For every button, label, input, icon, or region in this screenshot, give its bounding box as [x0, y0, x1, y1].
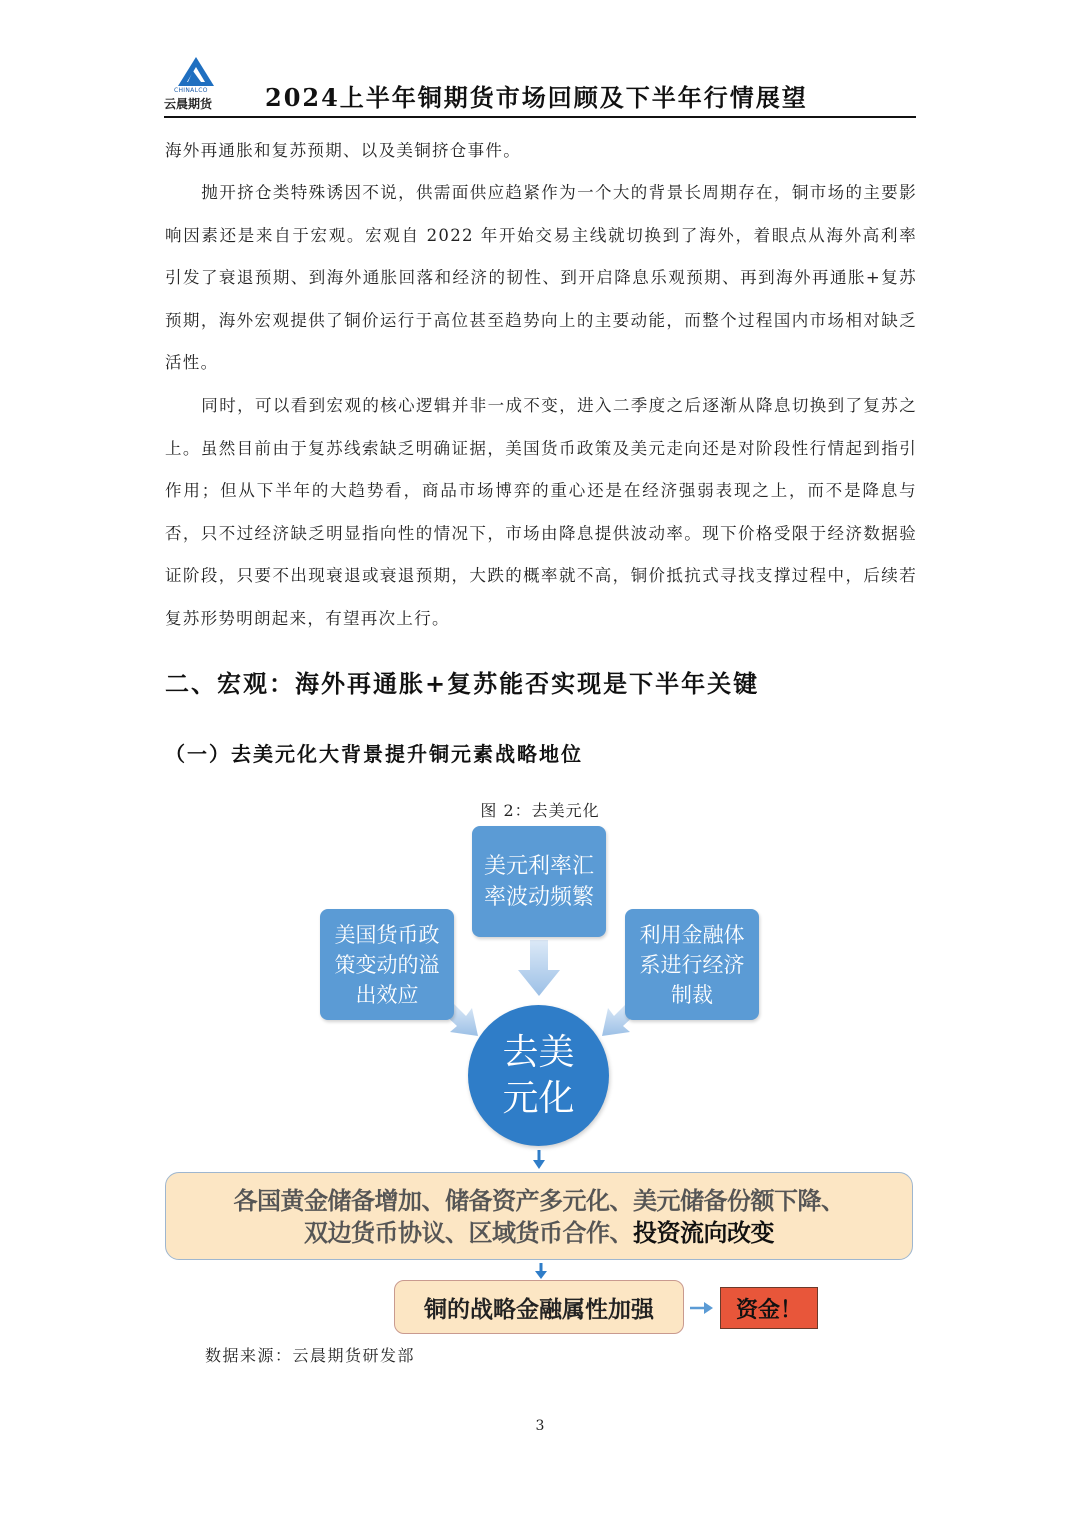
fund-box: 资金！	[720, 1287, 818, 1329]
outcome-line-1: 各国黄金储备增加、储备资产多元化、美元储备份额下降、	[233, 1187, 845, 1215]
logo-english-text: CHINALCO	[174, 87, 208, 94]
paragraph-recovery: 同时，可以看到宏观的核心逻辑并非一成不变，进入二季度之后逐渐从降息切换到了复苏之上。虽然目前由于复苏线索缺乏明确证据，美国货币政策及美元走向还是对阶段性行情起到指引作用；但从下半年的大趋势看，商品市场博弈的重心还是在经济强弱表现之上，而不是降息与否，只不过经济缺乏明显指向性的情况下，市场由降息提供波动率。现下价格受限于经济数据验证阶段，只要不出现衰退或衰退预期，大跌的概率就不高，铜价抵抗式寻找支撑过程中，后续若复苏形势明朗起来，有望再次上行。	[165, 396, 917, 628]
page-number: 3	[535, 1418, 545, 1434]
report-title: 2024上半年铜期货市场回顾及下半年行情展望	[265, 83, 808, 112]
arrow-down-small-icon	[533, 1160, 545, 1169]
copper-financial-attribute-box: 铜的战略金融属性加强	[394, 1280, 684, 1334]
figure-caption: 图 2：去美元化	[480, 801, 600, 820]
arrow-down-from-top-icon	[518, 940, 560, 996]
paragraph-continued: 海外再通胀和复苏预期、以及美铜挤仓事件。	[165, 141, 521, 160]
arrow-down-small-icon	[535, 1271, 547, 1279]
arrow-right-icon	[704, 1302, 713, 1314]
center-de-dollarization: 去美 元化	[468, 1005, 609, 1146]
box-us-policy-spillover: 美国货币政 策变动的溢 出效应	[320, 909, 454, 1020]
subsection-heading: （一）去美元化大背景提升铜元素战略地位	[165, 742, 583, 766]
paragraph-macro: 抛开挤仓类特殊诱因不说，供需面供应趋紧作为一个大的背景长周期存在，铜市场的主要影响因素还是来自于宏观。宏观自 2022 年开始交易主线就切换到了海外，着眼点从海外高利率引发了衰退预期、到海外通胀回落和经济的韧性、到开启降息乐观预期、再到海外再通胀+复苏预期，海外宏观提供了铜价运行于高位甚至趋势向上的主要动能，而整个过程国内市场相对缺乏活性。	[165, 183, 917, 373]
outcome-box	[165, 1172, 913, 1260]
section-heading: 二、宏观：海外再通胀+复苏能否实现是下半年关键	[165, 669, 760, 698]
outcome-line-2: 双边货币协议、区域货币合作、投资流向改变	[304, 1219, 774, 1247]
box-financial-sanctions: 利用金融体 系进行经济 制裁	[625, 909, 759, 1020]
logo-chinese-text: 云晨期货	[164, 97, 213, 111]
data-source: 数据来源：云晨期货研发部	[205, 1346, 416, 1365]
box-dollar-rate-volatility: 美元利率汇 率波动频繁	[472, 826, 606, 937]
